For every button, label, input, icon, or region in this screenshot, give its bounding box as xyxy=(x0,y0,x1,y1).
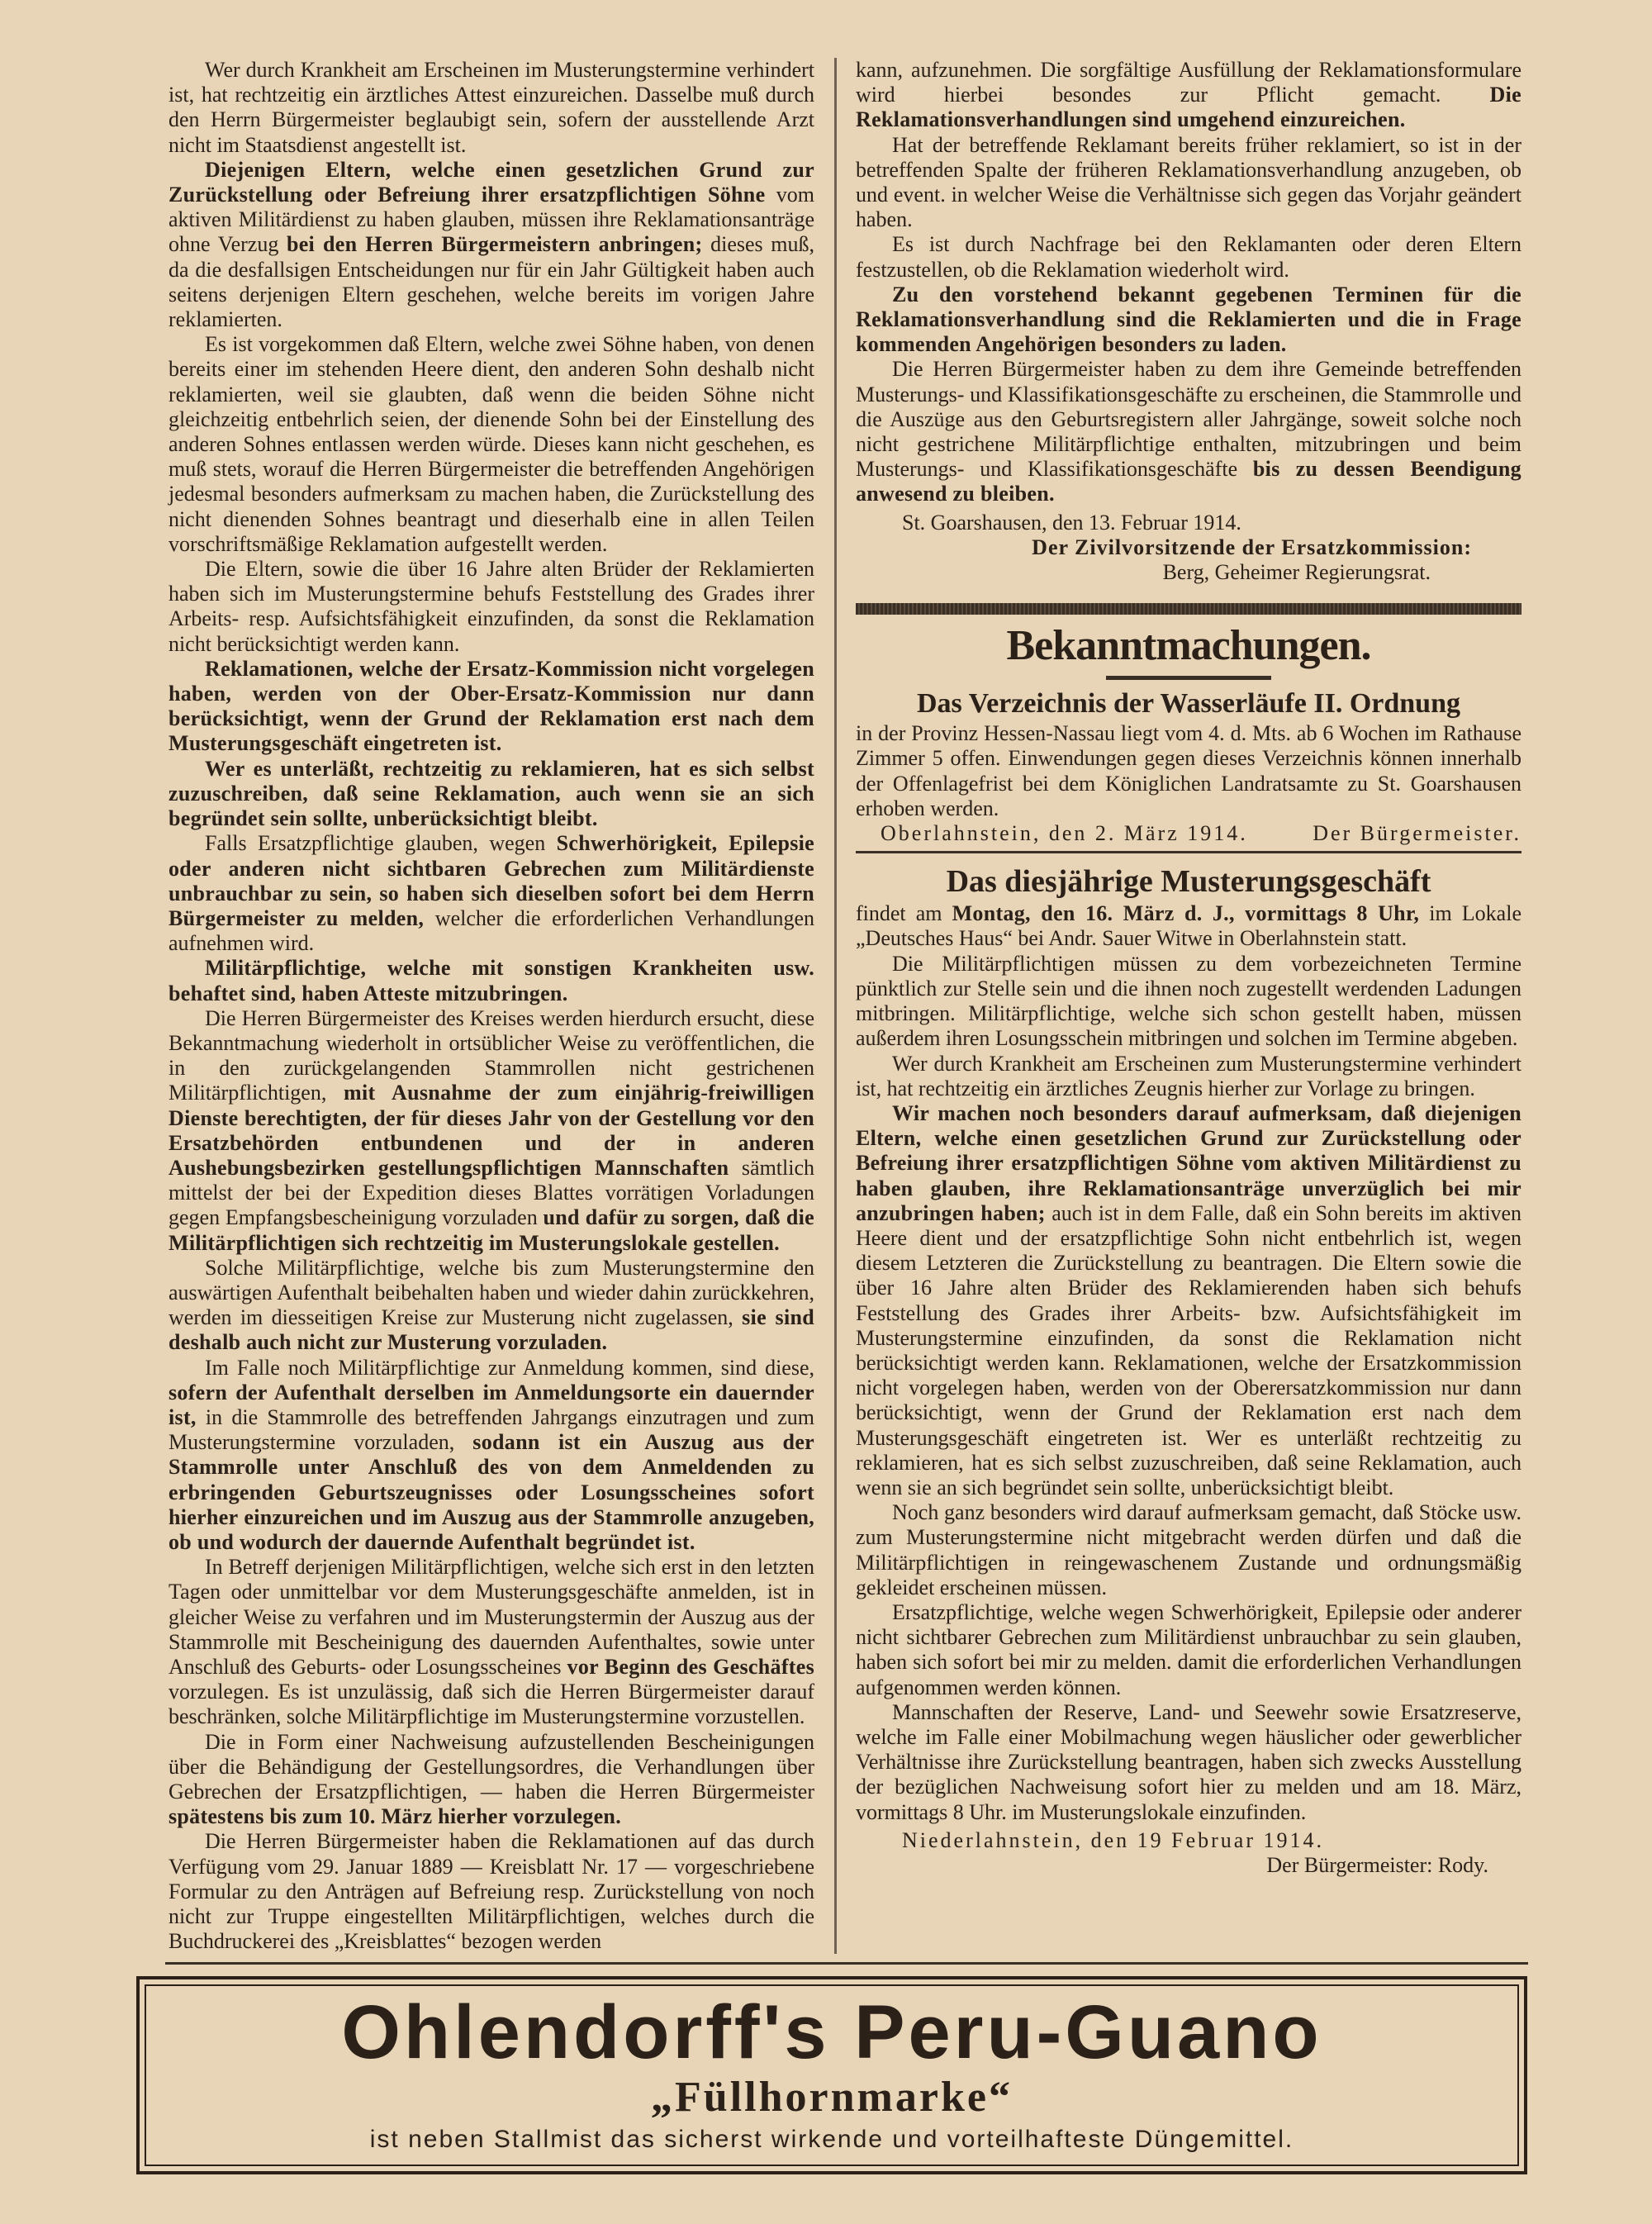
paragraph xyxy=(856,952,1521,1052)
bold-text: sodann ist ein Auszug aus der Stammrolle unter Anschluß des von dem Anmeldenden zu erbringenden Geburtszeugnisses oder Losungsscheines sofort hierher einzureichen und im Auszug aus der Stammrolle anzugeben, ob und wodurch der dauernde Aufenthalt begründet ist. xyxy=(169,1430,815,1554)
paragraph xyxy=(856,133,1521,233)
bold-text: Militärpflichtige, welche mit sonstigen Krankheiten usw. behaftet sind, haben Atteste mitzubringen. xyxy=(169,956,814,1005)
text: Solche Militärpflichtige, welche bis zum Musterungstermine den auswärtigen Aufenthalt beibehalten haben und wieder dahin zurückkehren, werden im diesseitigen Kreise zur Musterung nicht zugelassen, xyxy=(169,1255,814,1330)
short-divider xyxy=(1106,676,1271,680)
paragraph xyxy=(856,1500,1521,1600)
bold-text: bei den Herren Bürgermeistern anbringen; xyxy=(286,232,703,257)
paragraph xyxy=(169,158,814,332)
heavy-divider xyxy=(856,603,1521,615)
bold-text: vor Beginn des Geschäftes xyxy=(567,1655,815,1679)
notice-signature-line xyxy=(856,821,1521,846)
notice-title: Das Verzeichnis der Wasserläufe II. Ordnung xyxy=(916,688,1461,720)
bold-text: Montag, den 16. März d. J., vormittags 8 Uhr, xyxy=(952,901,1420,926)
signer-title: Der Zivilvorsitzende der Ersatzkommission: xyxy=(1032,535,1472,559)
paragraph xyxy=(856,357,1521,506)
text: Die Herren Bürgermeister des Kreises werden hierdurch ersucht, diese Bekanntmachung wiederholt in ortsüblicher Weise zu veröffentlichen, die in den zurückgelangenden Stammrollen nicht gestrichenen Militärpflichtigen, xyxy=(169,1005,814,1105)
text: vorzulegen. Es ist unzulässig, daß sich die Herren Bürgermeister darauf beschränken, solche Militärpflichtige im Musterungstermine vorzustellen. xyxy=(169,1680,814,1729)
paragraph xyxy=(856,58,1521,133)
paragraph xyxy=(856,1052,1521,1101)
signer-name: Der Bürgermeister. xyxy=(1313,821,1521,846)
bold-text: sofern der Aufenthalt derselben im Anmeldungsorte ein dauernder ist, xyxy=(169,1380,814,1429)
notice-date: Niederlahnstein, den 19 Februar 1914. xyxy=(902,1827,1325,1852)
paragraph xyxy=(169,956,814,1005)
paragraph xyxy=(169,831,814,956)
notice-body xyxy=(856,901,1521,1825)
bold-text: Diejenigen Eltern, welche einen gesetzlichen Grund zur Zurückstellung oder Befreiung ihrer ersatzpflichtigen Söhne xyxy=(169,157,814,207)
notice-date: Oberlahnstein, den 2. März 1914. xyxy=(881,821,1248,846)
paragraph xyxy=(169,1256,814,1356)
text: vom aktiven Militärdienst zu haben glauben, müssen ihre Reklamationsanträge ohne Verzug xyxy=(169,183,814,257)
text: findet am xyxy=(856,901,952,926)
bold-text: Zu den vorstehend bekannt gegebenen Terminen für die Reklamationsverhandlung sind die Reklamierten und die in Frage kommenden Angehörigen besonders zu laden. xyxy=(856,282,1521,357)
section-heading: Bekanntmachungen. xyxy=(1006,622,1371,670)
text: Es ist durch Nachfrage bei den Reklamanten oder deren Eltern festzustellen, ob die Reklamation wiederholt wird. xyxy=(856,232,1521,282)
bold-text: Reklamationen, welche der Ersatz-Kommission nicht vorgelegen haben, werden von der Ober-Ersatz-Kommission nur dann berücksichtigt, wenn der Grund der Reklamation erst nach dem Musterungsgeschäft eingetreten ist. xyxy=(169,656,814,756)
right-column xyxy=(856,58,1521,1954)
bold-text: Die Reklamationsverhandlungen sind umgehend einzureichen. xyxy=(856,83,1521,132)
text: Im Falle noch Militärpflichtige zur Anmeldung kommen, sind diese, xyxy=(205,1355,814,1380)
bold-text: und dafür zu sorgen, daß die Militärpflichtigen sich rechtzeitig im Musterungslokale gestellen. xyxy=(169,1205,814,1255)
text: Hat der betreffende Reklamant bereits früher reklamiert, so ist in der betreffenden Spalte der früheren Reklamationsverhandlung anzugeben, ob und event. in welcher Weise die Verhältnisse sich gegen das Vorjahr geändert haben. xyxy=(856,132,1521,232)
ad-brand: Ohlendorff's Peru-Guano xyxy=(341,1990,1322,2075)
text: kann, aufzunehmen. Die sorgfältige Ausfüllung der Reklamationsformulare wird hierbei besondes zur Pflicht gemacht. xyxy=(856,58,1521,107)
paragraph xyxy=(169,757,814,832)
ad-mark: „Füllhornmarke“ xyxy=(651,2074,1013,2122)
paragraph xyxy=(169,1829,814,1954)
paragraph xyxy=(856,1600,1521,1700)
paragraph xyxy=(169,657,814,757)
paragraph xyxy=(856,1101,1521,1500)
text: Die Eltern, sowie die über 16 Jahre alten Brüder der Reklamierten haben sich im Musterungstermine behufs Feststellung des Grades ihrer Arbeits- resp. Aufsichtsfähigkeit einzufinden, da sonst die Reklamation nicht berücksichtigt werden kann. xyxy=(169,557,814,656)
text: Es ist vorgekommen daß Eltern, welche zwei Söhne haben, von denen bereits einer im stehenden Heere dient, den anderen Sohn deshalb nicht reklamierten, weil sie glaubten, daß wenn die beiden Söhne nicht gleichzeitig entbehrlich seien, der dienende Sohn bei der Einstellung des anderen Sohnes entlassen werden würde. Dieses kann nicht geschehen, es muß stets, worauf die Herren Bürgermeister die betreffenden Angehörigen jedesmal besonders aufmerksam zu machen haben, die Zurückstellung des nicht dienenden Sohnes beantragt und dieserhalb eine in allen Teilen vorschriftsmäßige Reklamation aufgestellt werden. xyxy=(169,332,814,556)
text: Die in Form einer Nachweisung aufzustellenden Bescheinigungen über die Behändigung der Gestellungsordres, die Verhandlungen über Gebrechen der Ersatzpflichtigen, — haben die Herren Bürgermeister xyxy=(169,1729,814,1804)
text: im Lokale „Deutsches Haus“ bei Andr. Sauer Witwe in Oberlahnstein statt. xyxy=(856,901,1521,951)
text: Mannschaften der Reserve, Land- und Seewehr sowie Ersatzreserve, welche im Falle einer Mobilmachung wegen häuslicher oder gewerblicher Verhältnisse ihre Zurückstellung beantragen, haben sich zwecks Ausstellung der bezüglichen Nachweisung sofort hier zu melden und am 18. März, vormittags 8 Uhr. im Musterungslokale einzufinden. xyxy=(856,1699,1521,1824)
notice-continuation xyxy=(856,58,1521,507)
divider xyxy=(165,1962,1528,1965)
paragraph xyxy=(856,232,1521,282)
text: Die Militärpflichtigen müssen zu dem vorbezeichneten Termine pünktlich zur Stelle sein und die ihnen noch zugestellt werdenden Ladungen mitbringen. Militärpflichtige, welche sich schon gestellt haben, müssen außerdem ihren Losungsschein mitbringen und solchen im Termine abgeben. xyxy=(856,951,1521,1051)
columns xyxy=(136,58,1528,1954)
text: dieses muß, da die desfallsigen Entscheidungen nur für ein Jahr Gültigkeit haben auch seitens derjenigen Eltern geschehen, welche bereits im vorigen Jahre reklamierten. xyxy=(169,232,814,332)
bold-text: bis zu dessen Beendigung anwesend zu bleiben. xyxy=(856,457,1521,506)
paragraph xyxy=(169,1356,814,1556)
text: Falls Ersatzpflichtige glauben, wegen xyxy=(205,831,557,856)
notice-body: in der Provinz Hessen-Nassau liegt vom 4. d. Mts. ab 6 Wochen im Rathause Zimmer 5 offen. Einwendungen gegen dieses Verzeichnis können innerhalb der Offenlagefrist bei dem Königlichen Landratsamte zu St. Goarshausen erhoben werden. xyxy=(856,721,1521,820)
paragraph xyxy=(856,1700,1521,1825)
text: sämtlich mittelst der bei der Expedition dieses Blattes vorrätigen Vorladungen gegen Empfangsbescheinigung vorzuladen xyxy=(169,1155,814,1230)
notice-date: St. Goarshausen, den 13. Februar 1914. xyxy=(902,510,1241,535)
paragraph xyxy=(856,283,1521,358)
ad-tagline: ist neben Stallmist das sicherst wirkende und vorteilhafteste Düngemittel. xyxy=(369,2126,1294,2154)
text: Noch ganz besonders wird darauf aufmerksam gemacht, daß Stöcke usw. zum Musterungstermine nicht mitgebracht werden dürfen und daß die Militärpflichtigen in reingewaschenem Zustande und ordnungsmäßig gekleidet erscheinen müssen. xyxy=(856,1500,1521,1599)
paragraph xyxy=(169,1730,814,1830)
divider xyxy=(856,851,1521,853)
text: in die Stammrolle des betreffenden Jahrgangs einzutragen und zum Musterungstermine vorzuladen, xyxy=(169,1404,814,1455)
text: welcher die erforderlichen Verhandlungen aufnehmen wird. xyxy=(169,905,814,956)
paragraph xyxy=(169,1006,814,1256)
advertisement xyxy=(136,1976,1527,2174)
column-divider xyxy=(834,58,837,1954)
bold-text: Wer es unterläßt, rechtzeitig zu reklamieren, hat es sich selbst zuzuschreiben, daß seine Reklamation, auch wenn sie an sich begründet sein sollte, unberücksichtigt bleibt. xyxy=(169,756,814,831)
bold-text: sie sind deshalb auch nicht zur Musterung vorzuladen. xyxy=(169,1305,814,1355)
paragraph xyxy=(856,901,1521,951)
signer-name: Berg, Geheimer Regierungsrat. xyxy=(1162,560,1431,585)
bold-text: spätestens bis zum 10. März hierher vorzulegen. xyxy=(169,1804,621,1829)
paragraph xyxy=(169,58,814,158)
text: Ersatzpflichtige, welche wegen Schwerhörigkeit, Epilepsie oder anderer nicht sichtbarer Gebrechen zum Militärdienst unbrauchbar zu sein glauben, haben sich sofort bei mir zu melden. damit die erforderlichen Verhandlungen aufgenommen werden können. xyxy=(856,1599,1521,1699)
text: auch ist in dem Falle, daß ein Sohn bereits im aktiven Heere dient und der ersatzpflichtige Sohn nicht entbehrlich ist, wegen diesem Letzteren die Zurückstellung zu beantragen. Die Eltern sowie die über 16 Jahre alten Brüder des Reklamierenden haben sich behufs Feststellung des Grades ihrer Arbeits- bzw. Aufsichtsfähigkeit im Musterungstermine einzufinden, da sonst die Reklamation nicht berücksichtigt werden kann. Reklamationen, welche der Ersatzkommission nicht vorgelegen haben, werden von der Oberersatzkommission nur dann berücksichtigt, wenn der Grund der Reklamation erst nach dem Musterungsgeschäft eingetreten ist. Wer es unterläßt rechtzeitig zu reklamieren, hat es sich selbst zuzuschreiben, daß seine Reklamation, auch wenn sie an sich begründet sein sollte, unberücksichtigt bleibt. xyxy=(856,1200,1521,1499)
paragraph xyxy=(169,1555,814,1729)
text: Wer durch Krankheit am Erscheinen im Musterungstermine verhindert ist, hat rechtzeitig ein ärztliches Attest einzureichen. Dasselbe muß durch den Herrn Bürgermeister beglaubigt sein, sofern der ausstellende Arzt nicht im Staatsdienst angestellt ist. xyxy=(169,58,814,157)
text: In Betreff derjenigen Militärpflichtigen, welche sich erst in den letzten Tagen oder unmittelbar vor dem Musterungsgeschäfte anmelden, ist in gleicher Weise zu verfahren und im Musterungstermin der Auszug aus der Stammrolle mit Bescheinigung des dauernden Aufenthaltes, sowie unter Anschluß des Geburts- oder Losungsscheines xyxy=(169,1555,814,1679)
text: Die Herren Bürgermeister haben zu dem ihre Gemeinde betreffenden Musterungs- und Klassifikationsgeschäfte zu erscheinen, die Stammrolle und die Auszüge aus den Geburtsregistern aller Jahrgänge, soweit solche noch nicht gestrichene Militärpflichtige enthalten, mitzubringen und beim Musterungs- und Klassifikationsgeschäfte xyxy=(856,357,1521,482)
signer-name: Der Bürgermeister: Rody. xyxy=(1266,1853,1488,1877)
notice-title: Das diesjährige Musterungsgeschäft xyxy=(946,864,1431,900)
text: Wer durch Krankheit am Erscheinen zum Musterungstermine verhindert ist, hat rechtzeitig ein ärztliches Zeugnis hierher zur Vorlage zu bringen. xyxy=(856,1051,1521,1100)
bold-text: Wir machen noch besonders darauf aufmerksam, daß diejenigen Eltern, welche einen gesetzlichen Grund zur Zurückstellung oder Befreiung ihrer ersatzpflichtigen Söhne vom aktiven Militärdienst zu haben glauben, ihre Reklamationsanträge unverzüglich bei mir anzubringen haben; xyxy=(856,1100,1521,1225)
paragraph xyxy=(169,332,814,557)
paragraph xyxy=(169,557,814,657)
left-column xyxy=(169,58,814,1954)
bold-text: Schwerhörigkeit, Epilepsie oder anderen nicht sichtbaren Gebrechen zum Militärdienste unbrauchbar zu sein, so haben sich dieselben sofort bei dem Herrn Bürgermeister zu melden, xyxy=(169,831,814,930)
text: Die Herren Bürgermeister haben die Reklamationen auf das durch Verfügung vom 29. Januar 1889 — Kreisblatt Nr. 17 — vorgeschriebene Formular zu den Anträgen auf Befreiung resp. Zurückstellung von noch nicht zur Truppe eingestellten Militärpflichtigen, welches durch die Buchdruckerei des „Kreisblattes“ bezogen werden xyxy=(169,1829,814,1954)
bold-text: mit Ausnahme der zum einjährig-freiwilligen Dienste berechtigten, der für dieses Jahr von der Gestellung vor den Ersatzbehörden entbundenen und der in anderen Aushebungsbezirken gestellungspflichtigen Mannschaften xyxy=(169,1081,814,1180)
